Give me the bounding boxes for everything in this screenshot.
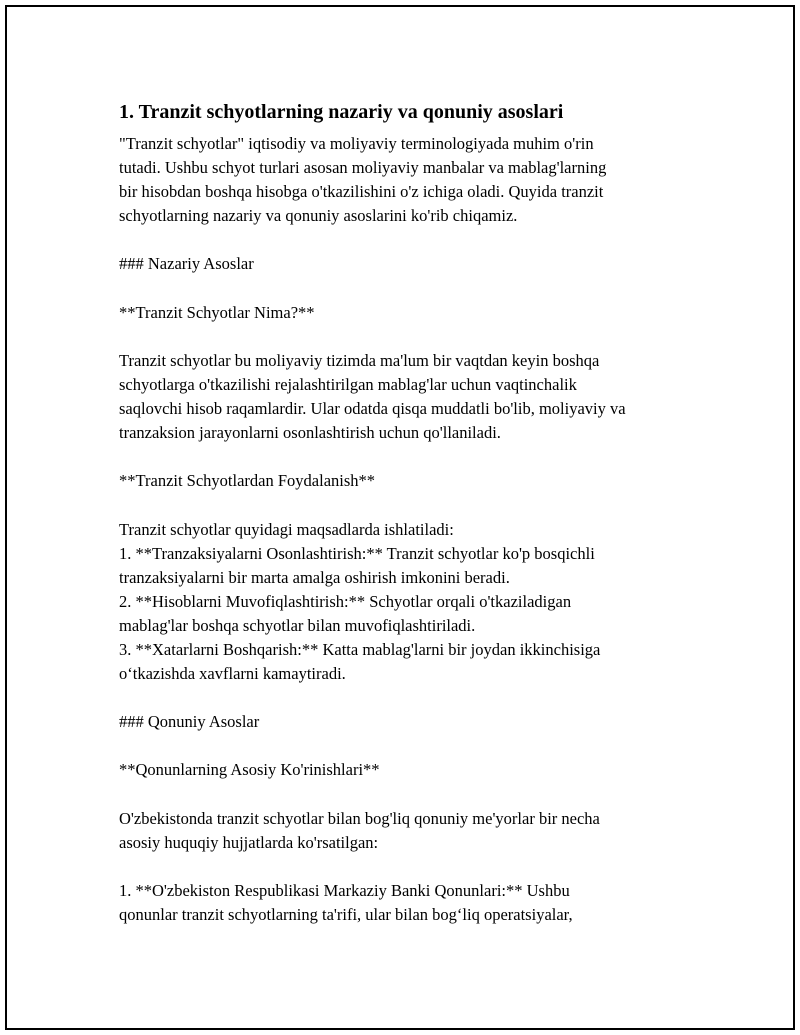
section-heading-nazariy: ### Nazariy Asoslar (119, 254, 254, 274)
usage-list: Tranzit schyotlar quyidagi maqsadlarda ishlatiladi: 1. **Tranzaksiyalarni Osonlashtirish:** Tranzit schyotlar ko'p bosqichli tranzaksiyalarni bir marta amalga oshirish imkonini beradi. 2. **Hisoblarni Muvofiqlashtirish:** Schyotlar orqali o'tkaziladigan mablag'lar boshqa schyotlar bilan muvofiqlashtiriladi. 3. **Xatarlarni Boshqarish:** Katta mablag'larni bir joydan ikkinchisiga o‘tkazishda xavflarni kamaytiradi. (119, 519, 601, 684)
definition-paragraph: Tranzit schyotlar bu moliyaviy tizimda ma'lum bir vaqtdan keyin boshqa schyotlarga o'tkazilishi rejalashtirilgan mablag'lar uchun vaqtinchalik saqlovchi hisob raqamlardir. Ular odatda qisqa muddatli bo'lib, moliyaviy va tranzaksion jarayonlarni osonlashtirish uchun qo'llaniladi. (119, 350, 626, 443)
page-frame (5, 5, 795, 1030)
subheading-foydalanish: **Tranzit Schyotlardan Foydalanish** (119, 471, 376, 491)
legal-intro-paragraph: O'zbekistonda tranzit schyotlar bilan bog'liq qonuniy me'yorlar bir necha asosiy huquqiy hujjatlarda ko'rsatilgan: (119, 808, 600, 852)
document-body (119, 99, 719, 951)
subheading-qonunlar: **Qonunlarning Asosiy Ko'rinishlari** (119, 760, 380, 780)
intro-paragraph: "Tranzit schyotlar" iqtisodiy va moliyaviy terminologiyada muhim o'rin tutadi. Ushbu schyot turlari asosan moliyaviy manbalar va mablag'larning bir hisobdan boshqa hisobga o'tkazilishini o'z ichiga oladi. Quyida tranzit schyotlarning nazariy va qonuniy asoslarini ko'rib chiqamiz. (119, 134, 607, 226)
legal-list-item: 1. **O'zbekiston Respublikasi Markaziy Banki Qonunlari:** Ushbu qonunlar tranzit schyotlarning ta'rifi, ular bilan bog‘liq operatsiyalar, (119, 880, 573, 924)
section-heading-qonuniy: ### Qonuniy Asoslar (119, 712, 260, 732)
document-title: 1. Tranzit schyotlarning nazariy va qonuniy asoslari (119, 101, 564, 123)
subheading-tranzit-nima: **Tranzit Schyotlar Nima?** (119, 302, 315, 322)
